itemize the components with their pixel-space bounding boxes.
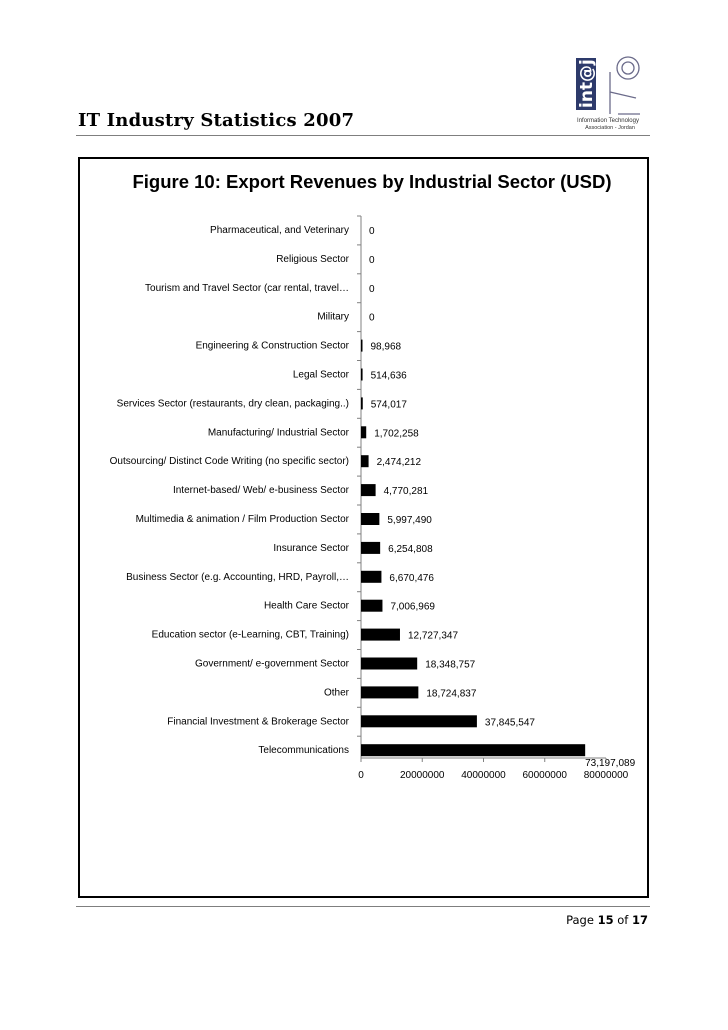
data-label: 18,724,837	[426, 688, 477, 700]
footer-divider	[76, 906, 650, 907]
category-label: Legal Sector	[292, 369, 349, 381]
total-pages: 17	[631, 913, 648, 927]
category-label: Services Sector (restaurants, dry clean, packaging..)	[116, 398, 349, 410]
category-label: Insurance Sector	[273, 542, 349, 554]
data-label: 1,702,258	[374, 428, 419, 440]
category-label: Education sector (e-Learning, CBT, Training)	[151, 629, 349, 641]
bar	[361, 629, 400, 641]
logo-wordmark-text: int@j	[577, 59, 597, 108]
value-tick-label: 80000000	[583, 770, 629, 781]
category-label: Religious Sector	[276, 253, 349, 265]
page-number: 15	[597, 913, 614, 927]
data-label: 12,727,347	[407, 630, 459, 642]
data-label: 0	[369, 254, 375, 266]
data-label: 514,636	[370, 370, 407, 382]
page-footer	[540, 913, 648, 927]
data-label: 574,017	[370, 399, 407, 411]
category-label: Government/ e-government Sector	[195, 658, 349, 670]
value-tick-label: 40000000	[461, 770, 506, 781]
bar	[361, 571, 381, 583]
data-label: 98,968	[370, 341, 402, 353]
data-label: 18,348,757	[425, 659, 476, 671]
logo-caption-line2: Association - Jordan	[585, 125, 635, 131]
value-tick-label: 60000000	[522, 770, 567, 781]
category-label: Manufacturing/ Industrial Sector	[207, 427, 349, 439]
category-label: Financial Investment & Brokerage Sector	[167, 716, 349, 728]
data-label: 37,845,547	[484, 717, 535, 729]
category-label: Pharmaceutical, and Veterinary	[210, 225, 349, 236]
category-label: Military	[317, 311, 349, 323]
chart-title: Figure 10: Export Revenues by Industrial Sector (USD)	[132, 171, 612, 192]
data-label: 73,197,089	[585, 758, 636, 770]
bar	[361, 369, 363, 381]
value-tick-label: 20000000	[400, 770, 445, 781]
bar	[361, 455, 369, 467]
bar	[361, 513, 379, 525]
of-word: of	[617, 913, 629, 927]
bar	[361, 340, 363, 352]
data-label: 5,997,490	[387, 515, 432, 526]
data-label: 7,006,969	[390, 601, 435, 613]
category-label: Engineering & Construction Sector	[195, 340, 349, 352]
bar	[361, 542, 380, 554]
data-label: 0	[369, 226, 375, 237]
bar	[361, 744, 585, 756]
data-label: 2,474,212	[376, 457, 422, 469]
category-label: Internet-based/ Web/ e-business Sector	[172, 485, 349, 497]
page-word: Page	[566, 913, 594, 927]
logo-caption-line1: Information Technology	[577, 118, 639, 124]
bar	[361, 658, 417, 670]
category-label: Outsourcing/ Distinct Code Writing (no specific sector)	[109, 456, 349, 468]
data-label: 0	[369, 312, 375, 324]
category-label: Business Sector (e.g. Accounting, HRD, Payroll,…	[126, 571, 349, 583]
document-header-title: IT Industry Statistics 2007	[78, 110, 355, 131]
data-label: 6,670,476	[389, 572, 434, 584]
bar	[361, 600, 382, 612]
category-label: Multimedia & animation / Film Production Sector	[135, 514, 349, 525]
data-label: 4,770,281	[383, 486, 429, 498]
category-label: Telecommunications	[258, 745, 349, 757]
bar	[361, 715, 477, 727]
data-label: 6,254,808	[388, 543, 433, 555]
bar	[361, 426, 366, 438]
value-tick-label: 0	[358, 770, 364, 781]
bar	[361, 484, 376, 496]
category-label: Tourism and Travel Sector (car rental, travel…	[145, 282, 349, 294]
category-label: Other	[323, 687, 349, 699]
bar	[361, 397, 363, 409]
bar	[361, 686, 418, 698]
data-label: 0	[369, 283, 375, 295]
category-label: Health Care Sector	[263, 600, 349, 612]
